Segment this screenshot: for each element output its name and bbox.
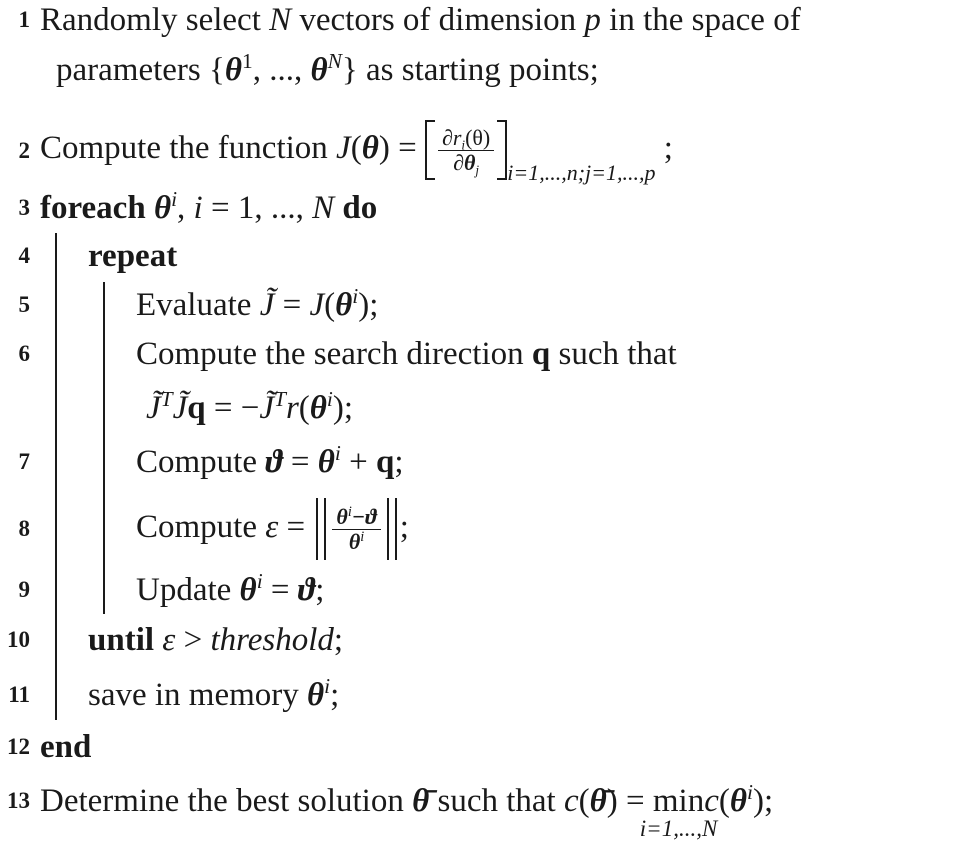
repeat-scope-bar	[103, 282, 105, 614]
line-number: 13	[7, 788, 30, 813]
jacobian-fraction: $\frac{\partial r_i(\theta)}{\partial\theta_j}$	[438, 126, 494, 175]
min-operator: min i=1,...,N	[639, 783, 718, 841]
line-number: 7	[18, 449, 30, 474]
keyword-do: do	[342, 190, 378, 226]
foreach-scope-bar	[55, 233, 57, 720]
line-text: Compute ε = $\frac{\theta^i-ϑ}{\theta^i}$ ;	[136, 492, 409, 562]
norm-bar-left-outer	[316, 498, 318, 560]
bracket-left	[425, 120, 435, 180]
line-number: 3	[18, 195, 30, 220]
keyword-end: end	[40, 729, 92, 765]
line-text: J̃$^T$J̃q = $-J̃^Tr(\theta^i)$;	[146, 387, 354, 426]
line-text: Compute $ϑ = \theta^i + q$;	[136, 441, 404, 480]
line-text: Update $\theta^i = ϑ$;	[136, 569, 325, 608]
norm-bar-left-inner	[324, 498, 326, 560]
line-number: 9	[18, 577, 30, 602]
keyword-until: until	[88, 622, 155, 658]
bracket-right	[497, 120, 507, 180]
line-text: until ε > threshold;	[88, 622, 344, 658]
line-number: 5	[18, 292, 30, 317]
line-number: 10	[7, 627, 30, 652]
line-text: save in memory $\theta^i$;	[88, 674, 340, 713]
line-number: 8	[18, 516, 30, 541]
line-number: 1	[18, 7, 30, 32]
line-text: parameters {$\theta^1$, ..., $\theta^N$} as starting points;	[56, 49, 599, 88]
line-number: 11	[8, 682, 30, 707]
line-number: 2	[18, 138, 30, 163]
line-text: Compute the search direction q such that	[136, 336, 677, 372]
line-text: Determine the best solution θ̄ such that c(θ̄) = min i=1,...,N $c(\theta^i)$;	[40, 780, 774, 841]
line-number: 6	[18, 341, 30, 366]
line-text: Compute the function J(θ) = $\frac{\partial r_i(\theta)}{\partial\theta_j}$ $_{i=1,...,n;j=1,...,p}$ ;	[40, 113, 673, 208]
keyword-foreach: foreach	[40, 190, 146, 226]
line-number: 12	[7, 734, 30, 759]
norm-bar-right-inner	[387, 498, 389, 560]
line-number: 4	[18, 243, 30, 268]
epsilon-fraction: $\frac{\theta^i-ϑ}{\theta^i}$	[332, 505, 380, 554]
line-text: Evaluate J̃ = $J(\theta^i)$;	[136, 284, 379, 323]
line-text: Randomly select N vectors of dimension p in the space of	[40, 2, 801, 38]
norm-bar-right-outer	[395, 498, 397, 560]
keyword-repeat: repeat	[88, 238, 178, 274]
line-text: foreach $\theta^i$, i = 1, ..., N do	[40, 187, 378, 226]
